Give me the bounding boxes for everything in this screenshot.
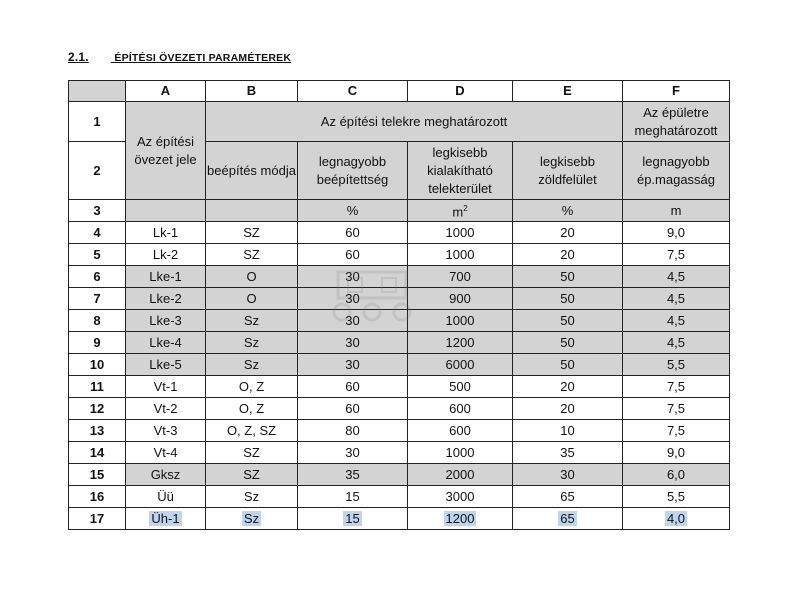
header-building-mode: beépítés módja — [206, 142, 298, 200]
column-letter-e: E — [513, 81, 623, 102]
cell-max-height — [623, 288, 730, 310]
row-number: 7 — [69, 288, 126, 310]
cell-text: Sz — [243, 312, 260, 328]
cell-min-green-area — [513, 288, 623, 310]
table-row — [69, 354, 730, 376]
cell-text: Üh-1 — [151, 510, 180, 526]
unit-height: m — [623, 200, 730, 222]
cell-min-plot-area — [408, 310, 513, 332]
unit-row — [69, 200, 730, 222]
section-heading — [68, 50, 291, 64]
cell-max-height — [623, 376, 730, 398]
cell-text: SZ — [243, 444, 260, 460]
cell-max-coverage — [298, 354, 408, 376]
cell-max-coverage — [298, 486, 408, 508]
cell-max-coverage — [298, 244, 408, 266]
cell-zone-code — [126, 508, 206, 530]
cell-building-mode — [206, 398, 298, 420]
cell-max-height — [623, 354, 730, 376]
cell-min-green-area — [513, 332, 623, 354]
cell-text: 65 — [560, 488, 575, 504]
cell-text: 600 — [449, 400, 471, 416]
table-row — [69, 266, 730, 288]
cell-max-coverage — [298, 376, 408, 398]
cell-min-green-area — [513, 376, 623, 398]
cell-text: 2000 — [445, 466, 475, 482]
cell-zone-code — [126, 244, 206, 266]
cell-text: 1000 — [445, 444, 475, 460]
cell-text: Lk-1 — [152, 224, 179, 240]
cell-max-coverage — [298, 508, 408, 530]
cell-text: Lke-4 — [149, 334, 182, 350]
table-row — [69, 442, 730, 464]
cell-text: 60 — [345, 224, 360, 240]
cell-text: 1000 — [445, 312, 475, 328]
cell-text: 4,5 — [666, 334, 686, 350]
cell-text: Sz — [243, 356, 260, 372]
cell-max-height — [623, 244, 730, 266]
cell-building-mode — [206, 332, 298, 354]
cell-text: 60 — [345, 246, 360, 262]
cell-text: Vt-3 — [153, 422, 178, 438]
cell-min-plot-area — [408, 464, 513, 486]
cell-text: 3000 — [445, 488, 475, 504]
cell-text: O — [246, 268, 257, 284]
cell-max-coverage — [298, 266, 408, 288]
column-letter-d: D — [408, 81, 513, 102]
cell-text: 900 — [449, 290, 471, 306]
cell-text: 10 — [560, 422, 575, 438]
cell-max-height — [623, 266, 730, 288]
row-number: 14 — [69, 442, 126, 464]
row-number: 17 — [69, 508, 126, 530]
cell-text: 4,5 — [666, 290, 686, 306]
cell-text: 5,5 — [666, 488, 686, 504]
cell-zone-code — [126, 332, 206, 354]
column-letter-c: C — [298, 81, 408, 102]
header-max-coverage: legnagyobb beépítettség — [298, 142, 408, 200]
cell-text: Lke-2 — [149, 290, 182, 306]
cell-max-coverage — [298, 464, 408, 486]
table-row — [69, 464, 730, 486]
cell-text: 9,0 — [666, 224, 686, 240]
cell-text: Sz — [243, 334, 260, 350]
cell-text: 30 — [345, 356, 360, 372]
table-row — [69, 486, 730, 508]
cell-text: 30 — [345, 268, 360, 284]
cell-building-mode — [206, 486, 298, 508]
cell-text: O — [246, 290, 257, 306]
cell-building-mode — [206, 310, 298, 332]
unit-cell-b — [206, 200, 298, 222]
cell-min-plot-area — [408, 244, 513, 266]
cell-text: 80 — [345, 422, 360, 438]
table-row — [69, 508, 730, 530]
cell-zone-code — [126, 398, 206, 420]
cell-max-coverage — [298, 310, 408, 332]
cell-building-mode — [206, 442, 298, 464]
cell-text: 5,5 — [666, 356, 686, 372]
cell-text: 35 — [345, 466, 360, 482]
cell-max-coverage — [298, 222, 408, 244]
cell-text: 50 — [560, 268, 575, 284]
cell-text: Lke-5 — [149, 356, 182, 372]
cell-text: 4,5 — [666, 312, 686, 328]
row-number: 5 — [69, 244, 126, 266]
cell-max-height — [623, 310, 730, 332]
cell-max-coverage — [298, 420, 408, 442]
cell-min-plot-area — [408, 376, 513, 398]
row-number: 8 — [69, 310, 126, 332]
cell-text: 50 — [560, 290, 575, 306]
table-row — [69, 420, 730, 442]
cell-text: Üü — [157, 488, 174, 504]
header-max-height: legnagyobb ép.magasság — [623, 142, 730, 200]
cell-text: 600 — [449, 422, 471, 438]
cell-text: 30 — [345, 444, 360, 460]
cell-min-green-area — [513, 442, 623, 464]
cell-min-green-area — [513, 266, 623, 288]
cell-text: O, Z, SZ — [226, 422, 277, 438]
cell-text: 50 — [560, 356, 575, 372]
cell-min-plot-area — [408, 354, 513, 376]
cell-text: 1200 — [445, 510, 475, 526]
cell-min-green-area — [513, 244, 623, 266]
cell-text: 6000 — [445, 356, 475, 372]
cell-min-green-area — [513, 464, 623, 486]
column-letter-b: B — [206, 81, 298, 102]
cell-min-green-area — [513, 486, 623, 508]
table-row — [69, 222, 730, 244]
unit-plot-area-base: m — [452, 204, 464, 220]
cell-max-coverage — [298, 288, 408, 310]
cell-max-height — [623, 464, 730, 486]
unit-coverage: % — [298, 200, 408, 222]
cell-min-plot-area — [408, 332, 513, 354]
cell-min-green-area — [513, 508, 623, 530]
unit-plot-area — [408, 200, 513, 222]
cell-text: SZ — [243, 224, 260, 240]
cell-text: Gksz — [150, 466, 181, 482]
cell-text: 30 — [345, 334, 360, 350]
cell-min-plot-area — [408, 266, 513, 288]
cell-text: 6,0 — [666, 466, 686, 482]
cell-text: 20 — [560, 400, 575, 416]
cell-text: 60 — [345, 400, 360, 416]
row-number: 4 — [69, 222, 126, 244]
row-number: 16 — [69, 486, 126, 508]
cell-text: Sz — [243, 510, 260, 526]
cell-max-height — [623, 442, 730, 464]
cell-text: 30 — [345, 290, 360, 306]
cell-min-green-area — [513, 420, 623, 442]
cell-zone-code — [126, 442, 206, 464]
cell-text: Vt-1 — [153, 378, 178, 394]
cell-min-plot-area — [408, 420, 513, 442]
corner-cell — [69, 81, 126, 102]
cell-text: SZ — [243, 466, 260, 482]
cell-max-coverage — [298, 442, 408, 464]
cell-min-green-area — [513, 354, 623, 376]
cell-text: SZ — [243, 246, 260, 262]
cell-text: 60 — [345, 378, 360, 394]
cell-text: 4,0 — [666, 510, 686, 526]
row-number: 2 — [69, 142, 126, 200]
cell-max-height — [623, 508, 730, 530]
cell-min-green-area — [513, 398, 623, 420]
cell-min-plot-area — [408, 398, 513, 420]
row-number: 3 — [69, 200, 126, 222]
cell-text: 20 — [560, 246, 575, 262]
cell-text: 7,5 — [666, 246, 686, 262]
cell-text: 30 — [560, 466, 575, 482]
row-number: 13 — [69, 420, 126, 442]
cell-zone-code — [126, 222, 206, 244]
cell-building-mode — [206, 420, 298, 442]
column-letter-f: F — [623, 81, 730, 102]
unit-cell-a — [126, 200, 206, 222]
cell-zone-code — [126, 288, 206, 310]
table-row — [69, 244, 730, 266]
cell-zone-code — [126, 310, 206, 332]
cell-text: Lk-2 — [152, 246, 179, 262]
header-zone-code: Az építési övezet jele — [126, 102, 206, 200]
cell-building-mode — [206, 244, 298, 266]
cell-building-mode — [206, 288, 298, 310]
cell-text: 50 — [560, 334, 575, 350]
cell-max-height — [623, 420, 730, 442]
column-letter-row — [69, 81, 730, 102]
cell-zone-code — [126, 486, 206, 508]
cell-zone-code — [126, 266, 206, 288]
cell-text: O, Z — [238, 400, 265, 416]
cell-max-height — [623, 332, 730, 354]
cell-text: 4,5 — [666, 268, 686, 284]
row-number: 11 — [69, 376, 126, 398]
cell-text: 20 — [560, 224, 575, 240]
cell-building-mode — [206, 376, 298, 398]
cell-building-mode — [206, 464, 298, 486]
header-group-building: Az épületre meghatározott — [623, 102, 730, 142]
cell-min-green-area — [513, 222, 623, 244]
unit-plot-area-exponent: 2 — [463, 204, 468, 213]
cell-max-height — [623, 398, 730, 420]
zoning-parameters-table — [68, 80, 730, 530]
row-number: 6 — [69, 266, 126, 288]
cell-text: Vt-2 — [153, 400, 178, 416]
cell-min-plot-area — [408, 222, 513, 244]
cell-text: 15 — [345, 488, 360, 504]
cell-zone-code — [126, 464, 206, 486]
unit-green-area: % — [513, 200, 623, 222]
cell-min-plot-area — [408, 288, 513, 310]
table-row — [69, 398, 730, 420]
cell-text: 7,5 — [666, 422, 686, 438]
cell-text: 9,0 — [666, 444, 686, 460]
cell-text: Sz — [243, 488, 260, 504]
cell-min-plot-area — [408, 486, 513, 508]
column-letter-a: A — [126, 81, 206, 102]
cell-text: Lke-3 — [149, 312, 182, 328]
table-row — [69, 332, 730, 354]
cell-text: 30 — [345, 312, 360, 328]
row-number: 9 — [69, 332, 126, 354]
cell-text: 700 — [449, 268, 471, 284]
header-row-1 — [69, 102, 730, 142]
cell-text: 15 — [345, 510, 360, 526]
cell-min-green-area — [513, 310, 623, 332]
cell-zone-code — [126, 376, 206, 398]
cell-zone-code — [126, 420, 206, 442]
cell-text: 50 — [560, 312, 575, 328]
cell-text: O, Z — [238, 378, 265, 394]
bottom-fade — [0, 546, 800, 600]
cell-text: 500 — [449, 378, 471, 394]
cell-text: 20 — [560, 378, 575, 394]
row-number: 12 — [69, 398, 126, 420]
cell-text: Lke-1 — [149, 268, 182, 284]
cell-building-mode — [206, 508, 298, 530]
cell-max-height — [623, 486, 730, 508]
cell-building-mode — [206, 354, 298, 376]
section-number: 2.1. — [68, 50, 89, 64]
cell-max-coverage — [298, 398, 408, 420]
table-row — [69, 376, 730, 398]
cell-zone-code — [126, 354, 206, 376]
cell-max-coverage — [298, 332, 408, 354]
cell-text: 1000 — [445, 224, 475, 240]
cell-text: 35 — [560, 444, 575, 460]
row-number: 1 — [69, 102, 126, 142]
cell-text: 1200 — [445, 334, 475, 350]
row-number: 10 — [69, 354, 126, 376]
header-min-plot-area: legkisebb kialakítható telekterület — [408, 142, 513, 200]
table-row — [69, 288, 730, 310]
cell-min-plot-area — [408, 508, 513, 530]
cell-building-mode — [206, 266, 298, 288]
cell-min-plot-area — [408, 442, 513, 464]
cell-text: 7,5 — [666, 400, 686, 416]
header-group-plots: Az építési telekre meghatározott — [206, 102, 623, 142]
cell-max-height — [623, 222, 730, 244]
cell-text: Vt-4 — [153, 444, 178, 460]
cell-building-mode — [206, 222, 298, 244]
cell-text: 7,5 — [666, 378, 686, 394]
table-row — [69, 310, 730, 332]
row-number: 15 — [69, 464, 126, 486]
section-title: ÉPÍTÉSI ÖVEZETI PARAMÉTEREK — [114, 52, 292, 64]
cell-text: 1000 — [445, 246, 475, 262]
cell-text: 65 — [560, 510, 575, 526]
header-min-green-area: legkisebb zöldfelület — [513, 142, 623, 200]
